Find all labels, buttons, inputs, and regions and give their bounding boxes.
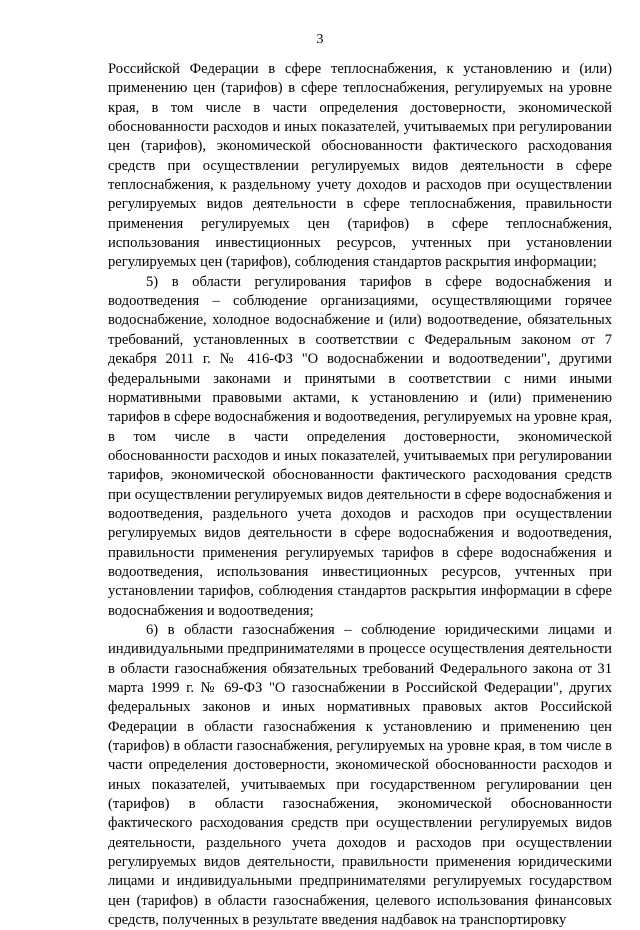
document-body [108,60,612,930]
paragraph-continuation: Российской Федерации в сфере теплоснабжения, к установлению и (или) применению цен (тарифов) в сфере теплоснабжения, регулируемых на уровне края, в том числе в части определения достоверности, экономической обоснованности расходов и иных показателей, учитываемых при регулировании цен (тарифов), экономической обоснованности фактического расходования средств при осуществлении регулируемых видов деятельности в сфере теплоснабжения, к раздельному учету доходов и расходов при осуществлении регулируемых видов деятельности в сфере теплоснабжения, правильности применения регулируемых цен (тарифов) в сфере теплоснабжения, использования инвестиционных ресурсов, учтенных при установлении регулируемых цен (тарифов), соблюдения стандартов раскрытия информации; [108,61,612,271]
paragraph-item-5: 5) в области регулирования тарифов в сфере водоснабжения и водоотведения – соблюдение организациями, осуществляющими горячее водоснабжение, холодное водоснабжение и (или) водоотведение, обязательных требований, установленных в соответствии с Федеральным законом от 7 декабря 2011 г. № 416-ФЗ "О водоснабжении и водоотведении", другими федеральными законами и принятыми в соответствии с ними иными нормативными правовыми актами, к установлению и (или) применению тарифов в сфере водоснабжения и водоотведения, регулируемых на уровне края, в том числе в части определения достоверности, экономической обоснованности расходов и иных показателей, учитываемых при регулировании тарифов, экономической обоснованности фактического расходования средств при осуществлении регулируемых видов деятельности в сфере водоснабжения и водоотведения, раздельного учета доходов и расходов при осуществлении регулируемых видов деятельности в сфере водоснабжения и водоотведения, правильности применения регулируемых тарифов в сфере водоснабжения и водоотведения, использования инвестиционных ресурсов, учтенных при установлении тарифов, соблюдения стандартов раскрытия информации в сфере водоснабжения и водоотведения; [108,273,612,619]
page-number: 3 [316,32,324,47]
paragraph-item-6: 6) в области газоснабжения – соблюдение юридическими лицами и индивидуальными предпринимателями в процессе осуществления деятельности в области газоснабжения обязательных требований Федерального закона от 31 марта 1999 г. № 69-ФЗ "О газоснабжении в Российской Федерации", других федеральных законов и иных нормативных правовых актов Российской Федерации в области газоснабжения к установлению и применению цен (тарифов) в области газоснабжения, регулируемых на уровне края, в том числе в части определения достоверности, экономической обоснованности расходов и иных показателей, учитываемых при государственном регулировании цен (тарифов) в области газоснабжения, экономической обоснованности фактического расходования средств при осуществлении регулируемых видов деятельности, раздельного учета доходов и расходов при осуществлении регулируемых видов деятельности, правильности применения юридическими лицами и индивидуальными предпринимателями регулируемых государством цен (тарифов) в области газоснабжения, целевого использования финансовых средств, полученных в результате введения надбавок на транспортировку [108,621,612,929]
